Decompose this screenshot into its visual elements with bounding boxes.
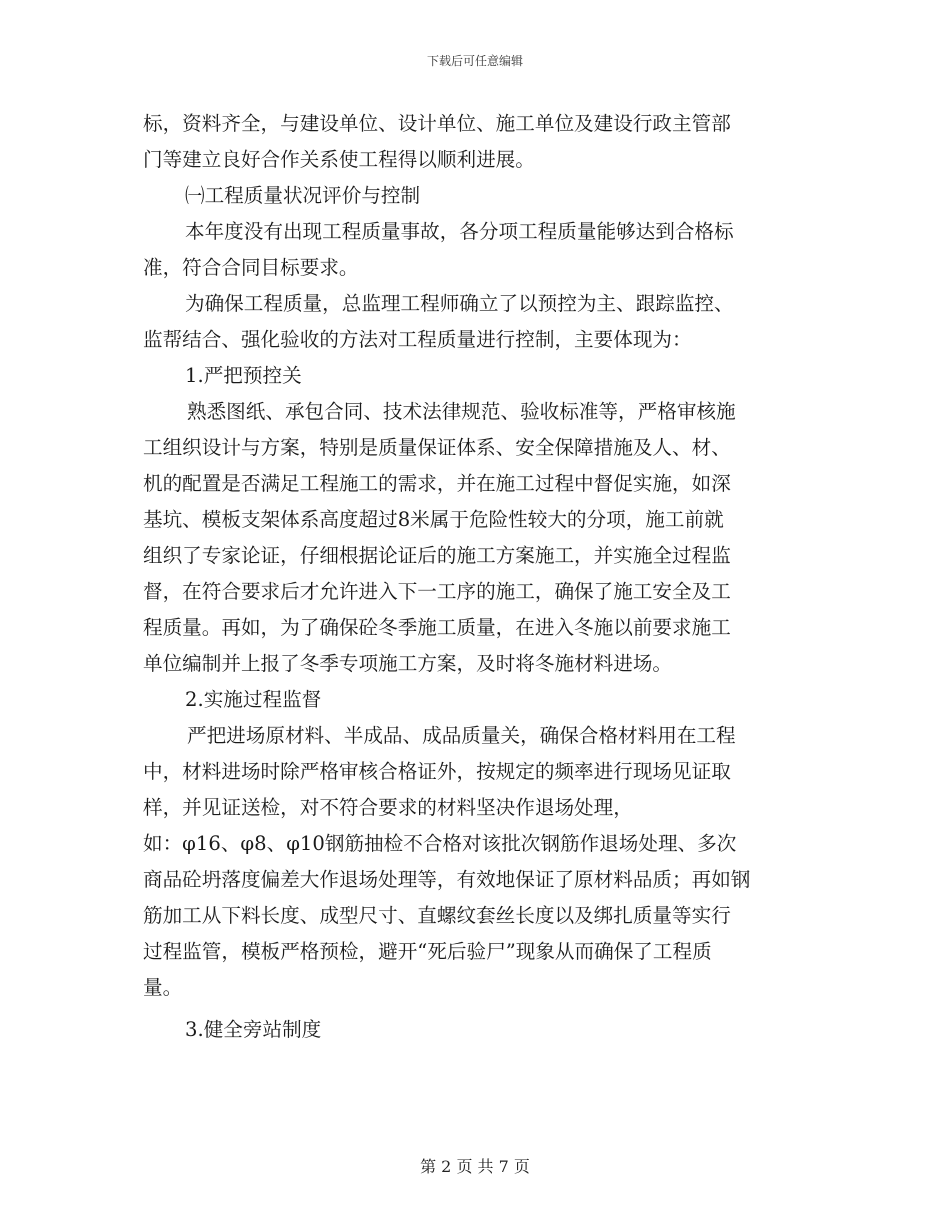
text-line: 量。 [143, 976, 183, 999]
page-header: 下载后可任意编辑 [426, 54, 523, 68]
text-line: 样，并见证送检，对不符合要求的材料坚决作退场处理， [143, 796, 633, 819]
text-line: 筋加工从下料长度、成型尺寸、直螺纹套丝长度以及绑扎质量等实行 [143, 904, 731, 927]
text-line: 门等建立良好合作关系使工程得以顺利进展。 [143, 148, 535, 171]
text-line: 商品砼坍落度偏差大作退场处理等，有效地保证了原材料品质；再如钢 [143, 868, 751, 891]
text-line: 过程监管，模板严格预检，避开“死后验尸”现象从而确保了工程质 [143, 940, 712, 963]
text-line: 如：φ16、φ8、φ10钢筋抽检不合格对该批次钢筋作退场处理、多次 [143, 832, 737, 855]
subsection-heading: 2.实施过程监督 [185, 688, 322, 711]
text-line: 机的配置是否满足工程施工的需求，并在施工过程中督促实施，如深 [143, 472, 731, 495]
text-line: 组织了专家论证，仔细根据论证后的施工方案施工，并实施全过程监 [143, 544, 731, 567]
text-line: 本年度没有出现工程质量事故，各分项工程质量能够达到合格标 [185, 220, 734, 243]
text-line: 中，材料进场时除严格审核合格证外，按规定的频率进行现场见证取 [143, 760, 731, 783]
subsection-heading: 3.健全旁站制度 [185, 1018, 322, 1041]
text-line: 标，资料齐全，与建设单位、设计单位、施工单位及建设行政主管部 [143, 112, 731, 135]
text-line: 熟悉图纸、承包合同、技术法律规范、验收标准等，严格审核施 [187, 400, 736, 423]
page-footer: 第 2 页 共 7 页 [420, 1157, 530, 1176]
text-line: 严把进场原材料、半成品、成品质量关，确保合格材料用在工程 [187, 724, 736, 747]
text-line: 监帮结合、强化验收的方法对工程质量进行控制，主要体现为： [143, 328, 692, 351]
text-line: 督，在符合要求后才允许进入下一工序的施工，确保了施工安全及工 [143, 580, 731, 603]
subsection-heading: 1.严把预控关 [185, 364, 302, 387]
text-line: 工组织设计与方案，特别是质量保证体系、安全保障措施及人、材、 [143, 436, 731, 459]
text-line: 基坑、模板支架体系高度超过8米属于危险性较大的分项，施工前就 [143, 508, 724, 531]
text-line: 单位编制并上报了冬季专项施工方案，及时将冬施材料进场。 [143, 652, 673, 675]
text-line: 程质量。再如，为了确保砼冬季施工质量，在进入冬施以前要求施工 [143, 616, 731, 639]
section-heading: ㈠工程质量状况评价与控制 [185, 184, 421, 207]
document-body [143, 106, 813, 1054]
text-line: 准，符合合同目标要求。 [143, 256, 359, 279]
text-line: 为确保工程质量，总监理工程师确立了以预控为主、跟踪监控、 [185, 292, 734, 315]
